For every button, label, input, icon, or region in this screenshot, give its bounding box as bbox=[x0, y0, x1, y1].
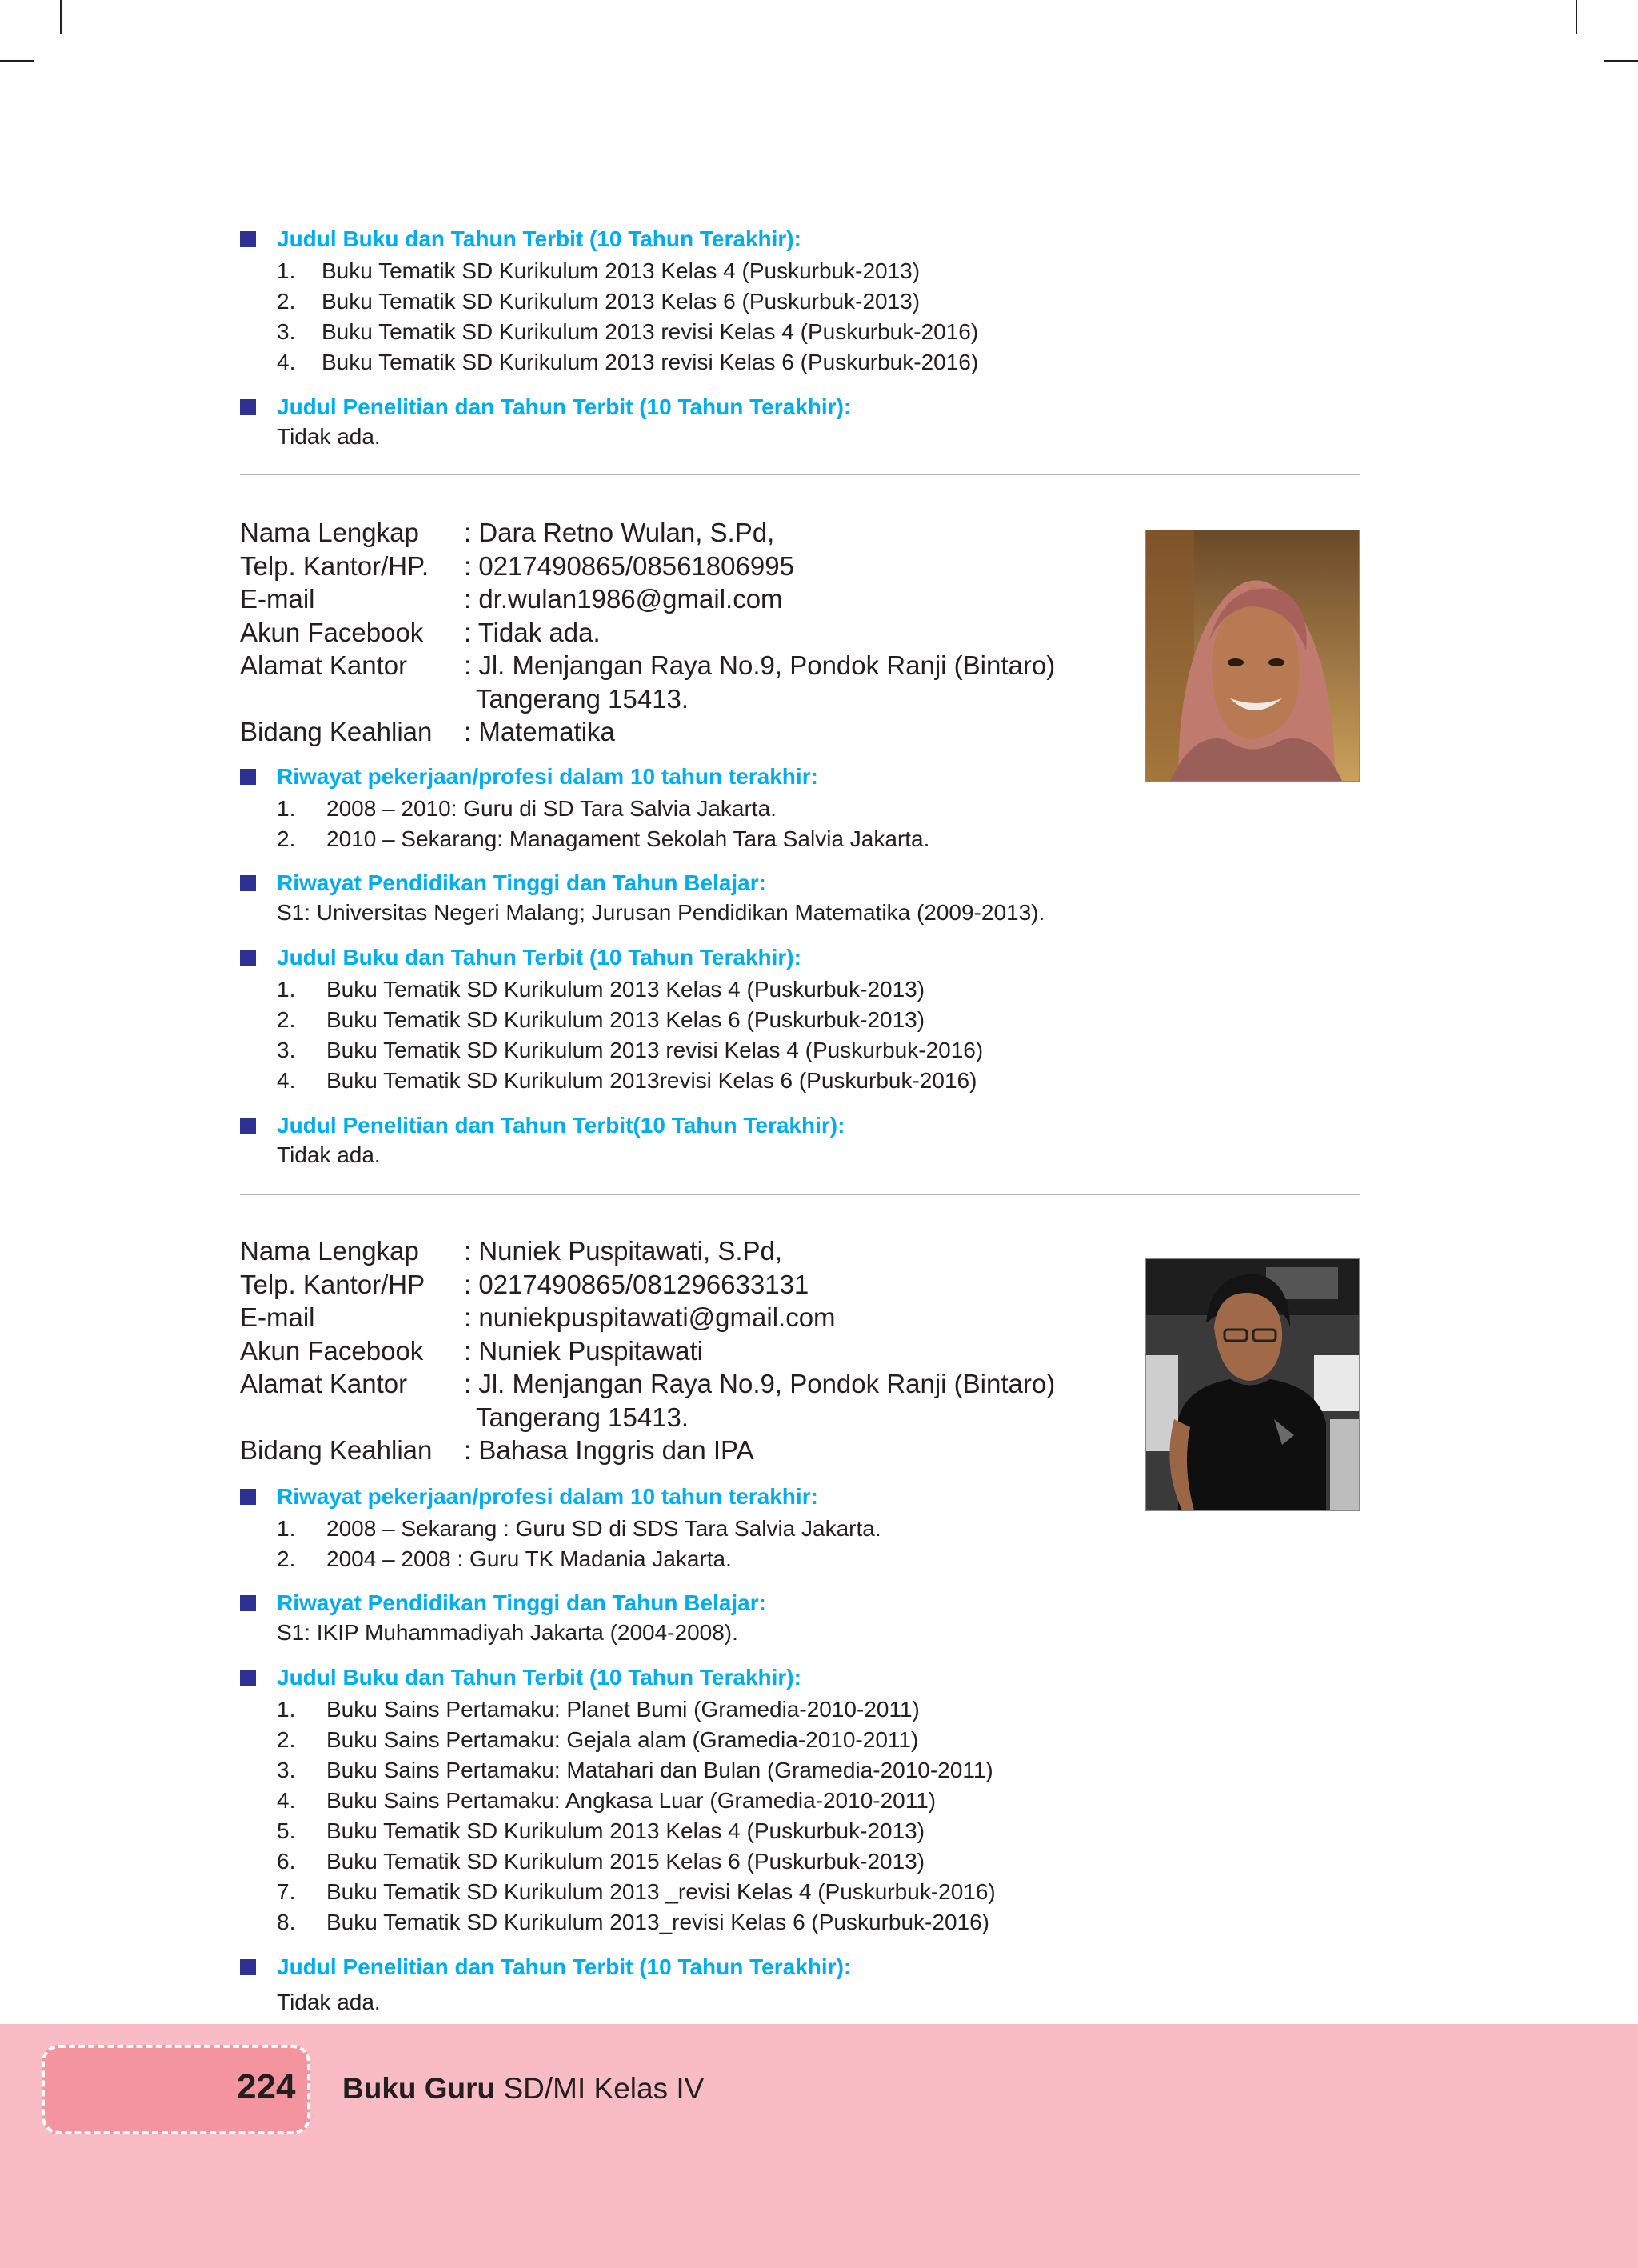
books-list bbox=[277, 974, 983, 1096]
bullet-square-icon bbox=[240, 231, 256, 247]
list-item: 1. 2008 – Sekarang : Guru SD di SDS Tara Salvia Jakarta. bbox=[277, 1516, 881, 1541]
section-heading-books bbox=[240, 226, 801, 252]
books-list bbox=[277, 256, 978, 378]
bullet-square-icon bbox=[240, 1670, 256, 1686]
profile-table bbox=[240, 1234, 1055, 1467]
section-heading-books bbox=[240, 1665, 801, 1690]
section-title: Riwayat Pendidikan Tinggi dan Tahun Belajar: bbox=[277, 1590, 766, 1615]
profile-table bbox=[240, 516, 1055, 749]
section-heading-education bbox=[240, 1590, 766, 1616]
bullet-square-icon bbox=[240, 1595, 256, 1611]
bullet-square-icon bbox=[240, 769, 256, 785]
education-text: S1: Universitas Negeri Malang; Jurusan Pendidikan Matematika (2009-2013). bbox=[277, 900, 1045, 925]
list-item: 1. Buku Sains Pertamaku: Planet Bumi (Gramedia-2010-2011) bbox=[277, 1697, 920, 1722]
section-heading-research bbox=[240, 394, 851, 420]
section-title: Riwayat pekerjaan/profesi dalam 10 tahun terakhir: bbox=[277, 1484, 818, 1509]
bullet-square-icon bbox=[240, 399, 256, 415]
profile-row-address-cont: Tangerang 15413. bbox=[476, 1402, 689, 1432]
section-title: Judul Buku dan Tahun Terbit (10 Tahun Terakhir): bbox=[277, 1665, 801, 1690]
list-item: 2. Buku Tematik SD Kurikulum 2013 Kelas 6 (Puskurbuk-2013) bbox=[277, 1007, 925, 1032]
profile-photo bbox=[1145, 530, 1360, 782]
profile-photo bbox=[1145, 1258, 1360, 1511]
list-item: 3. Buku Tematik SD Kurikulum 2013 revisi Kelas 4 (Puskurbuk-2016) bbox=[277, 319, 979, 344]
profile-row-expertise: Bidang Keahlian : Matematika bbox=[240, 717, 615, 746]
profile-row-name: Nama Lengkap : Nuniek Puspitawati, S.Pd, bbox=[240, 1236, 783, 1266]
crop-mark bbox=[1604, 60, 1638, 62]
profile-row-name: Nama Lengkap : Dara Retno Wulan, S.Pd, bbox=[240, 518, 775, 547]
page-number: 224 bbox=[237, 2067, 296, 2106]
section-heading-research bbox=[240, 1113, 845, 1138]
bullet-square-icon bbox=[240, 875, 256, 891]
divider bbox=[240, 1194, 1360, 1195]
education-text: S1: IKIP Muhammadiyah Jakarta (2004-2008). bbox=[277, 1620, 738, 1645]
list-item: 8. Buku Tematik SD Kurikulum 2013_revisi Kelas 6 (Puskurbuk-2016) bbox=[277, 1910, 989, 1934]
profile-row-address-cont: Tangerang 15413. bbox=[476, 683, 689, 714]
list-item: 1. 2008 – 2010: Guru di SD Tara Salvia Jakarta. bbox=[277, 796, 777, 821]
section-title: Judul Buku dan Tahun Terbit (10 Tahun Terakhir): bbox=[277, 945, 801, 970]
list-item: 2. Buku Tematik SD Kurikulum 2013 Kelas 6 (Puskurbuk-2013) bbox=[277, 289, 921, 314]
section-title: Riwayat pekerjaan/profesi dalam 10 tahun terakhir: bbox=[277, 764, 818, 789]
research-text: Tidak ada. bbox=[277, 1142, 381, 1167]
profile-row-expertise: Bidang Keahlian : Bahasa Inggris dan IPA bbox=[240, 1435, 754, 1465]
profile-row-phone: Telp. Kantor/HP. : 0217490865/08561806995 bbox=[240, 550, 794, 581]
section-title: Judul Buku dan Tahun Terbit (10 Tahun Terakhir): bbox=[277, 226, 801, 251]
list-item: 3. Buku Sains Pertamaku: Matahari dan Bulan (Gramedia-2010-2011) bbox=[277, 1758, 993, 1782]
section-heading-work bbox=[240, 1484, 818, 1510]
list-item: 5. Buku Tematik SD Kurikulum 2013 Kelas 4 (Puskurbuk-2013) bbox=[277, 1818, 925, 1843]
section-heading-books bbox=[240, 945, 801, 970]
profile-row-address: Alamat Kantor : Jl. Menjangan Raya No.9, Pondok Ranji (Bintaro) bbox=[240, 650, 1056, 680]
profile-row-facebook: Akun Facebook : Nuniek Puspitawati bbox=[240, 1335, 703, 1366]
list-item: 4. Buku Tematik SD Kurikulum 2013revisi Kelas 6 (Puskurbuk-2016) bbox=[277, 1068, 977, 1093]
section-heading-work bbox=[240, 764, 818, 790]
profile-row-address: Alamat Kantor : Jl. Menjangan Raya No.9, Pondok Ranji (Bintaro) bbox=[240, 1369, 1056, 1398]
work-list bbox=[277, 794, 929, 854]
list-item: 1. Buku Tematik SD Kurikulum 2013 Kelas 4 (Puskurbuk-2013) bbox=[277, 258, 921, 283]
bullet-square-icon bbox=[240, 1118, 256, 1134]
section-heading-research bbox=[240, 1954, 851, 1980]
section-title: Judul Penelitian dan Tahun Terbit (10 Tahun Terakhir): bbox=[277, 1954, 852, 1979]
list-item: 7. Buku Tematik SD Kurikulum 2013 _revisi Kelas 4 (Puskurbuk-2016) bbox=[277, 1879, 996, 1904]
work-list bbox=[277, 1514, 881, 1574]
profile-row-phone: Telp. Kantor/HP : 0217490865/081296633131 bbox=[240, 1269, 809, 1299]
research-text: Tidak ada. bbox=[277, 1990, 381, 2014]
bullet-square-icon bbox=[240, 1959, 256, 1975]
section-title: Judul Penelitian dan Tahun Terbit(10 Tahun Terakhir): bbox=[277, 1113, 845, 1138]
portrait-image bbox=[1146, 1259, 1359, 1510]
list-item: 4. Buku Sains Pertamaku: Angkasa Luar (Gramedia-2010-2011) bbox=[277, 1788, 937, 1813]
section-title: Judul Penelitian dan Tahun Terbit (10 Tahun Terakhir): bbox=[277, 394, 852, 419]
section-heading-education bbox=[240, 870, 766, 896]
profile-row-email: E-mail : dr.wulan1986@gmail.com bbox=[240, 584, 783, 614]
portrait-image bbox=[1146, 530, 1359, 781]
bullet-square-icon bbox=[240, 950, 256, 966]
divider bbox=[240, 474, 1360, 475]
books-list bbox=[277, 1694, 996, 1938]
list-item: 6. Buku Tematik SD Kurikulum 2015 Kelas 6 (Puskurbuk-2013) bbox=[277, 1849, 925, 1874]
list-item: 2. 2010 – Sekarang: Managament Sekolah Tara Salvia Jakarta. bbox=[277, 826, 930, 851]
list-item: 2. 2004 – 2008 : Guru TK Madania Jakarta. bbox=[277, 1546, 732, 1571]
crop-mark bbox=[60, 0, 62, 34]
research-text: Tidak ada. bbox=[277, 424, 381, 449]
profile-row-facebook: Akun Facebook : Tidak ada. bbox=[240, 617, 601, 647]
list-item: 3. Buku Tematik SD Kurikulum 2013 revisi Kelas 4 (Puskurbuk-2016) bbox=[277, 1038, 984, 1062]
list-item: 4. Buku Tematik SD Kurikulum 2013 revisi Kelas 6 (Puskurbuk-2016) bbox=[277, 350, 979, 374]
profile-row-email: E-mail : nuniekpuspitawati@gmail.com bbox=[240, 1302, 836, 1332]
list-item: 1. Buku Tematik SD Kurikulum 2013 Kelas 4 (Puskurbuk-2013) bbox=[277, 977, 925, 1002]
crop-mark bbox=[0, 60, 34, 62]
list-item: 2. Buku Sains Pertamaku: Gejala alam (Gramedia-2010-2011) bbox=[277, 1727, 919, 1752]
bullet-square-icon bbox=[240, 1489, 256, 1505]
book-title: Buku Guru SD/MI Kelas IV bbox=[342, 2072, 705, 2105]
crop-mark bbox=[1576, 0, 1577, 34]
section-title: Riwayat Pendidikan Tinggi dan Tahun Belajar: bbox=[277, 870, 766, 895]
